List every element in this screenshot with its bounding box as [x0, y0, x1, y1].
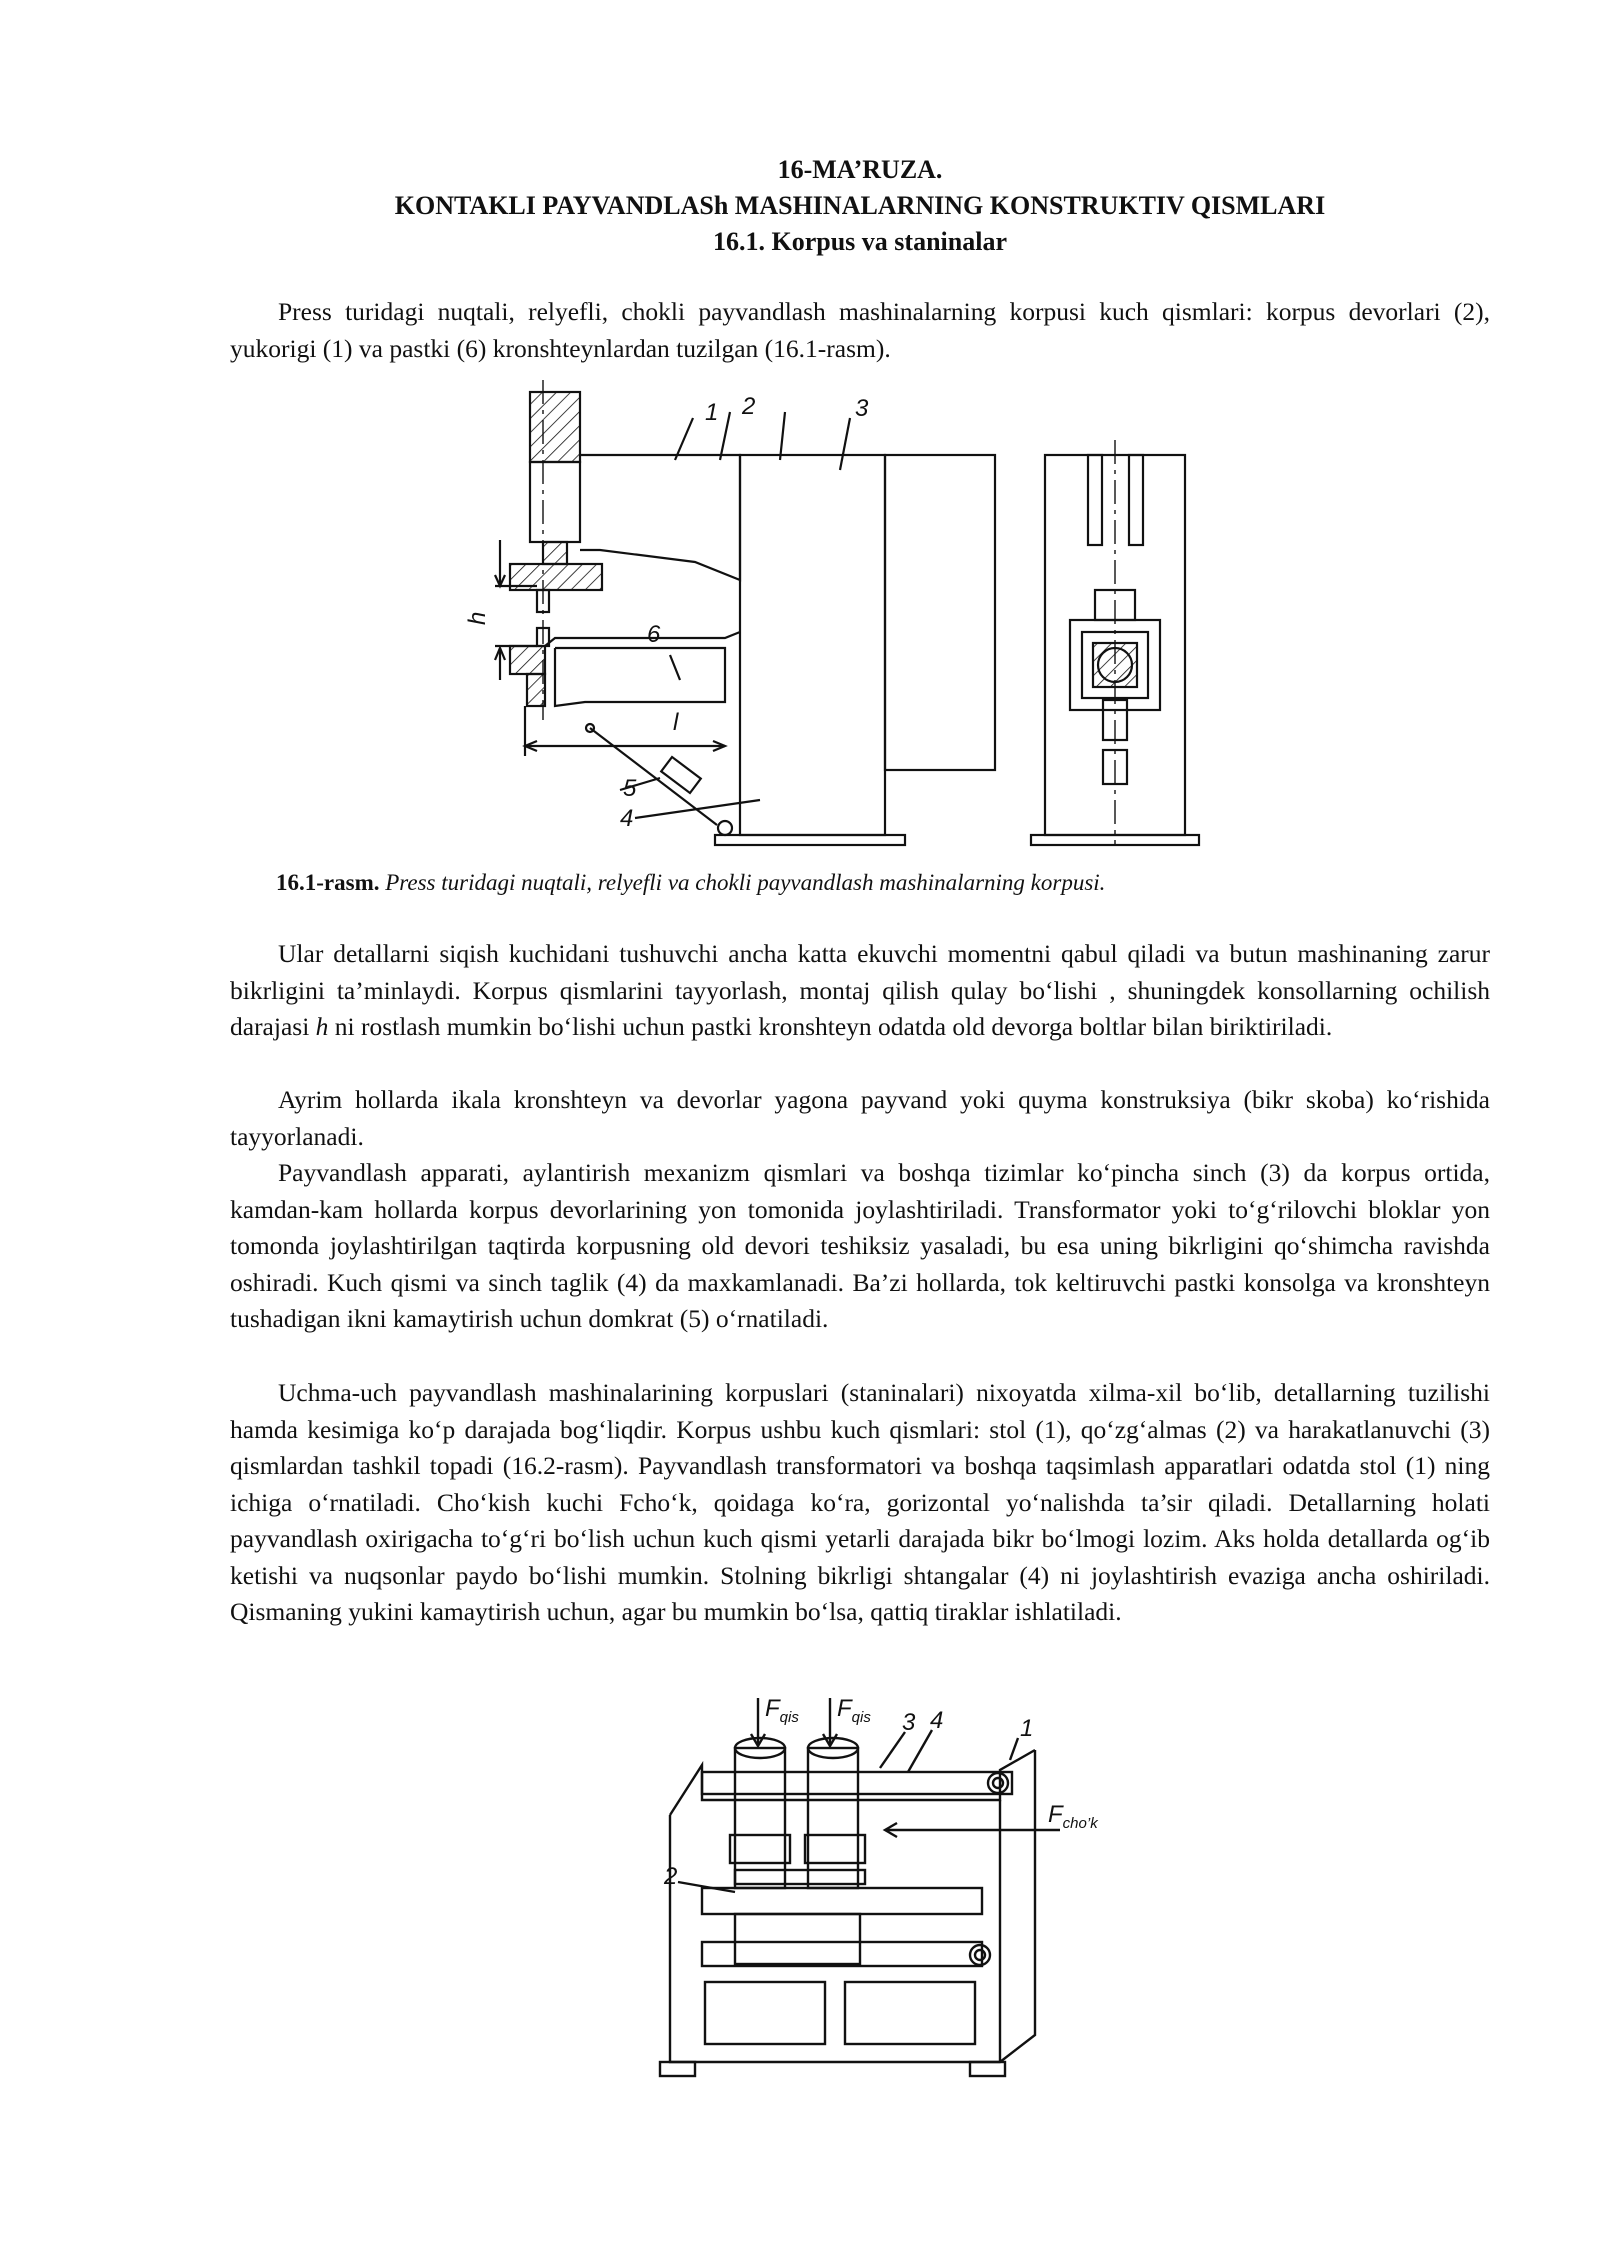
intro-text: Press turidagi nuqtali, relyefli, chokli payvandlash mashinalarning korpusi kuch qismlari: korpus devorlari (2), yukorigi (1) va pastki (6) kronshteynlardan tuzilgan (16.1-rasm).	[230, 297, 1490, 363]
lecture-number: 16-MA’RUZA.	[777, 155, 943, 184]
fig1-label-1: 1	[705, 399, 719, 426]
paragraph-1: Ular detallarni siqish kuchidani tushuvchi ancha katta ekuvchi momentni qabul qiladi va butun mashinaning zarur bikrligini ta’minlaydi. Korpus qismlarini tayyorlash, montaj qilish qulay bo‘lishi , shuningdek konsollarning ochilish darajasi h ni rostlash mumkin bo‘lishi uchun pastki kronshteyn odatda old devorga boltlar bilan biriktiriladi.	[230, 939, 1490, 1041]
fig2-f-qis-2: $F_{qis}$	[837, 1695, 871, 1726]
fig1-label-4: 4	[620, 805, 634, 832]
caption-text: Press turidagi nuqtali, relyefli va chokli payvandlash mashinalarning korpusi.	[385, 870, 1106, 895]
figure-16-1	[455, 380, 1215, 850]
fig1-label-5: 5	[623, 775, 637, 802]
fig2-label-1: 1	[1020, 1715, 1034, 1742]
paragraph-3: Payvandlash apparati, aylantirish mexanizm qismlari va boshqa tizimlar ko‘pincha sinch (3) da korpus ortida, kamdan-kam hollarda korpus devorlarining yon tomonida joylashtiriladi. Transformator yoki to‘g‘rilovchi bloklar yon tomonda joylashtirilgan taqtirda korpusning old devori teshiksiz yasaladi, bu esa uning bikrligini qo‘shimcha ravishda oshiradi. Kuch qismi va sinch taglik (4) da maxkamlanadi. Ba’zi hollarda, tok keltiruvchi pastki konsolga va kronshteyn tushadigan ikni kamaytirish uchun domkrat (5) o‘rnatiladi.	[230, 1158, 1490, 1333]
fig2-label-3: 3	[902, 1709, 916, 1736]
fig1-label-2: 2	[742, 393, 756, 420]
variable-h: h	[315, 1012, 329, 1041]
paragraph-2: Ayrim hollarda ikala kronshteyn va devorlar yagona payvand yoki quyma konstruksiya (bikr skoba) ko‘rishida tayyorlanadi.	[230, 1085, 1490, 1151]
fig1-label-3: 3	[855, 395, 869, 422]
paragraph-4: Uchma-uch payvandlash mashinalarining korpuslari (staninalari) nixoyatda xilma-xil bo‘lib, detallarning tuzilishi hamda kesimiga ko‘p darajada bog‘liqdir. Korpus ushbu kuch qismlari: stol (1), qo‘zg‘almas (2) va harakatlanuvchi (3) qismlardan tashkil topadi (16.2-rasm). Payvandlash transformatori va boshqa taqsimlash apparatlari odatda stol (1) ning ichiga o‘rnatiladi. Cho‘kish kuchi Fcho‘k, qoidaga ko‘ra, gorizontal yo‘nalishda ta’sir qiladi. Detallarning holati payvandlash oxirigacha to‘g‘ri bo‘lish uchun kuch qismi yetarli darajada bikr bo‘lmogi lozim. Aks holda detallarda og‘ib ketishi va nuqsonlar paydo bo‘lishi mumkin. Stolning bikrligi shtangalar (4) ni joylashtirish evaziga ancha oshiriladi. Qismaning yukini kamaytirish uchun, agar bu mumkin bo‘lsa, qattiq tiraklar ishlatiladi.	[230, 1378, 1490, 1626]
fig1-label-6: 6	[647, 621, 661, 648]
fig2-f-qis-1: $F_{qis}$	[765, 1695, 799, 1726]
fig1-label-l: l	[673, 709, 679, 736]
section-title: 16.1. Korpus va staninalar	[713, 227, 1007, 256]
fig2-label-2: 2	[664, 1863, 678, 1890]
figure-16-2	[640, 1690, 1160, 2090]
caption-number: 16.1-rasm.	[276, 870, 380, 895]
fig1-label-h: h	[464, 611, 491, 625]
intro-paragraph	[230, 294, 1490, 367]
heading-block	[230, 152, 1490, 260]
fig2-label-4: 4	[930, 1707, 944, 1734]
lecture-title: KONTAKLI PAYVANDLASh MASHINALARNING KONSTRUKTIV QISMLARI	[394, 191, 1326, 220]
fig2-f-chok: $F_{cho’k}$	[1048, 1801, 1098, 1832]
figure-1-caption	[276, 868, 1105, 898]
